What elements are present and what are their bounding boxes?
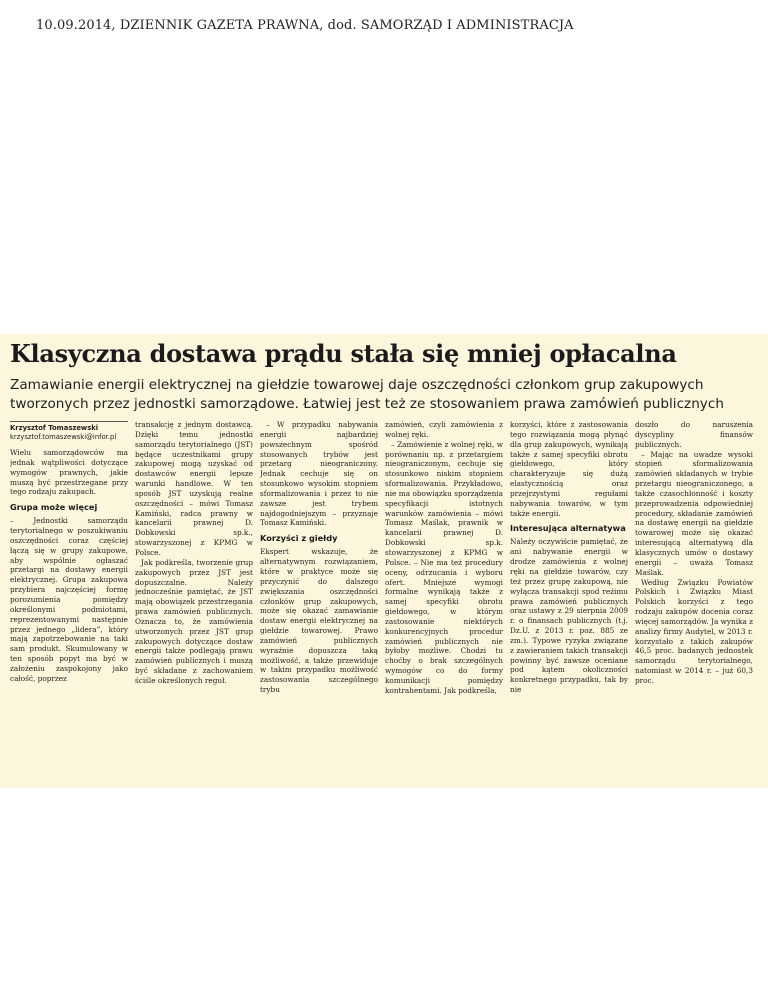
paragraph: Należy oczywiście pamiętać, że ani nabywanie energii w drodze zamówienia z wolnej ręki na giełdzie towarów, czy też przez grupę zakupową, nie wyłącza transakcji spod reżimu prawa zamówień publicznych oraz ustawy z 29 sierpnia 2009 r. o finansach publicznych (t.j. Dz.U. z 2013 r. poz. 885 ze zm.). Typowe ryzyka związane z zawieraniem takich transakcji powinny być zawsze oceniane pod kątem okoliczności konkretnego przypadku, tak by nie <box>510 537 628 695</box>
author-name: Krzysztof Tomaszewski <box>10 424 99 432</box>
author-byline <box>10 421 128 442</box>
source-line: 10.09.2014, DZIENNIK GAZETA PRAWNA, dod. SAMORZĄD I ADMINISTRACJA <box>36 18 574 33</box>
paragraph: doszło do naruszenia dyscypliny finansów publicznych. <box>635 420 753 449</box>
column-1 <box>10 420 128 780</box>
article-columns <box>10 420 765 780</box>
author-email: krzysztof.tomaszewski@infor.pl <box>10 433 117 441</box>
paragraph: Według Związku Powiatów Polskich i Związku Miast Polskich korzyści z tego rodzaju zakupów docenia coraz więcej samorządów. Ja wynika z analizy firmy Audytel, w 2013 r. korzystało z takich zakupów 46,5 proc. badanych jednostek samorządu terytorialnego, natomiast w 2014 r. – już 60,3 proc. <box>635 577 753 685</box>
column-4 <box>385 420 503 780</box>
paragraph: zamówień, czyli zamówienia z wolnej ręki. <box>385 420 503 439</box>
column-5 <box>510 420 628 780</box>
paragraph: transakcję z jednym dostawcą. Dzięki temu jednostki samorządu terytorialnego (JST) będące uczestnikami grupy zakupowej mogą uzyskać od dostawców energii lepsze warunki handlowe. W ten sposób JST uzyskują realne oszczędności – mówi Tomasz Kamiński, radca prawny w kancelarii prawnej D. Dobkowski sp.k., stowarzyszonej z KPMG w Polsce. <box>135 420 253 557</box>
subhead-alternative: Interesująca alternatywa <box>510 523 626 534</box>
column-3 <box>260 420 378 780</box>
article-headline: Klasyczna dostawa prądu stała się mniej opłacalna <box>10 339 677 368</box>
paragraph: Ekspert wskazuje, że alternatywnym rozwiązaniem, które w praktyce może się przyczynić do dalszego zwiększania oszczędności członków grup zakupowych, może się okazać zamawianie dostaw energii elektrycznej na giełdzie towarowej. Prawo zamówień publicznych wyraźnie dopuszcza taką możliwość, a także przewiduje w takim przypadku możliwość zastosowania szczególnego trybu <box>260 547 378 695</box>
intro-paragraph: Wielu samorządowców ma jednak wątpliwości dotyczące wymogów prawnych, jakie muszą być przestrzegane przy tego rodzaju zakupach. <box>10 448 128 497</box>
paragraph: – W przypadku nabywania energii najbardziej powszechnym spośród stosowanych trybów jest przetarg nieograniczony. Jednak cechuje się on stosunkowo wysokim stopniem sformalizowania i przez to nie zawsze jest trybem najdogodniejszym – przyznaje Tomasz Kamiński. <box>260 420 378 528</box>
subhead-group: Grupa może więcej <box>10 502 98 513</box>
article-clipping <box>0 334 768 788</box>
subhead-exchange: Korzyści z giełdy <box>260 533 338 544</box>
column-2 <box>135 420 253 780</box>
paragraph: Jak podkreśla, tworzenie grup zakupowych przez JST jest dopuszczalne. Należy jednocześnie pamiętać, że JST mają obowiązek przestrzegania prawa zamówień publicznych. Oznacza to, że zamówienia utworzonych przez JST grup zakupowych dotyczące dostaw energii także podlegają prawu zamówień publicznych i muszą być składane z zachowaniem ściśle określonych reguł. <box>135 557 253 685</box>
article-lead: Zamawianie energii elektrycznej na giełdzie towarowej daje oszczędności członkom grup zakupowych tworzonych przez jednostki samorządowe. Łatwiej jest też ze stosowaniem prawa zamówień publicznych <box>10 377 724 412</box>
column-6 <box>635 420 753 780</box>
paragraph: korzyści, które z zastosowania tego rozwiązania mogą płynąć dla grup zakupowych, wynikają także z samej specyfiki obrotu giełdowego, który charakteryzuje się dużą elastycznością oraz przejrzystymi regułami nabywania towarów, w tym także energii. <box>510 420 628 518</box>
paragraph: – Mając na uwadze wysoki stopień sformalizowania zamówień składanych w trybie przetargu nieograniczonego, a także czasochłonność i koszty przeprowadzenia odpowiedniej procedury, składanie zamówień na dostawę energii na giełdzie towarowej może się okazać interesującą alternatywą dla klasycznych umów o dostawy energii – uważa Tomasz Maślak. <box>635 449 753 577</box>
paragraph: – Jednostki samorządu terytorialnego w poszukiwaniu oszczędności coraz częściej łączą się w grupy zakupowe, aby wspólnie ogłaszać przetargi na dostawy energii elektrycznej. Grupa zakupowa przybiera najczęściej formę porozumienia pomiędzy określonymi podmiotami, reprezentowanymi następnie przez jednego „lidera”, który mają zapotrzebowanie na taki sam produkt. Skumulowany w ten sposób popyt ma być w założeniu zaspokojony jako całość, poprzez <box>10 516 128 683</box>
paragraph: – Zamówienie z wolnej ręki, w porównaniu np. z przetargiem nieograniczonym, cechuje się stosunkowo niskim stopniem sformalizowania. Przykładowo, nie ma obowiązku sporządzenia specyfikacji istotnych warunków zamówienia – mówi Tomasz Maślak, prawnik w kancelarii prawnej D. Dobkowski sp.k. stowarzyszonej z KPMG w Polsce. – Nie ma też procedury oceny, odrzucania i wyboru ofert. Mniejsze wymogi formalne wynikają także z samej specyfiki obrotu giełdowego, w którym zastosowanie niektórych konkurencyjnych procedur zamówień publicznych nie byłoby możliwe. Chodzi tu choćby o brak szczególnych wymogów co do formy komunikacji pomiędzy kontrahentami. Jak podkreśla, <box>385 439 503 695</box>
